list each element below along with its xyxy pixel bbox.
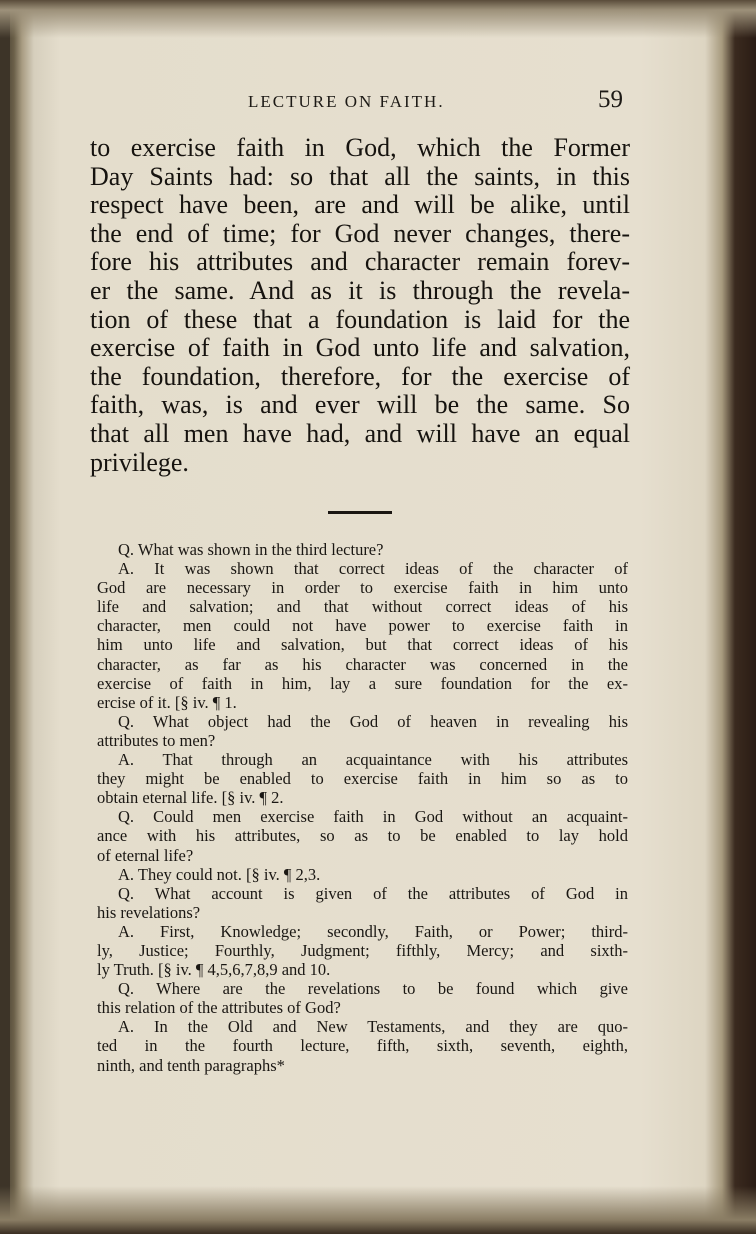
page-number: 59 bbox=[598, 86, 623, 113]
body-line: respect have been, are and will be alike, until bbox=[90, 190, 630, 220]
qa-line: A. First, Knowledge; secondly, Faith, or Power; third- bbox=[118, 921, 628, 941]
body-line: fore his attributes and character remain forev- bbox=[90, 247, 630, 277]
qa-line: ly Truth. [§ iv. ¶ 4,5,6,7,8,9 and 10. bbox=[97, 960, 331, 980]
body-line: to exercise faith in God, which the Former bbox=[90, 133, 630, 162]
body-line: exercise of faith in God unto life and salvation, bbox=[90, 333, 630, 363]
body-line: privilege. bbox=[90, 447, 189, 477]
body-paragraph bbox=[90, 134, 630, 477]
qa-line: ninth, and tenth paragraphs* bbox=[97, 1055, 285, 1075]
qa-line: attributes to men? bbox=[97, 730, 216, 750]
book-spine bbox=[0, 0, 10, 1234]
body-line: the foundation, therefore, for the exercise of bbox=[90, 361, 630, 391]
body-line: er the same. And as it is through the revela- bbox=[90, 275, 630, 305]
qa-line: ly, Justice; Fourthly, Judgment; fifthly, Mercy; and sixth- bbox=[97, 940, 628, 960]
qa-line: God are necessary in order to exercise faith in him unto bbox=[97, 578, 628, 598]
qa-line: character, as far as his character was concerned in the bbox=[97, 654, 628, 674]
qa-line: Q. What was shown in the third lecture? bbox=[118, 540, 384, 559]
qa-line: A. In the Old and New Testaments, and they are quo- bbox=[118, 1017, 628, 1037]
questions-and-answers bbox=[97, 540, 628, 1075]
page-header bbox=[90, 86, 630, 116]
page-top-shadow bbox=[0, 0, 756, 38]
qa-line: ted in the fourth lecture, fifth, sixth, seventh, eighth, bbox=[97, 1036, 628, 1056]
qa-line: Q. Could men exercise faith in God without an acquaint- bbox=[118, 807, 628, 827]
qa-line: obtain eternal life. [§ iv. ¶ 2. bbox=[97, 788, 284, 808]
body-line: the end of time; for God never changes, there- bbox=[90, 218, 630, 248]
qa-line: character, men could not have power to exercise faith in bbox=[97, 616, 628, 636]
qa-line: ance with his attributes, so as to be enabled to lay hold bbox=[97, 826, 628, 846]
qa-line: this relation of the attributes of God? bbox=[97, 998, 341, 1018]
body-line: that all men have had, and will have an equal bbox=[90, 418, 630, 448]
qa-line: Q. Where are the revelations to be found which give bbox=[118, 979, 628, 999]
qa-line: A. They could not. [§ iv. ¶ 2,3. bbox=[118, 864, 321, 884]
body-line: Day Saints had: so that all the saints, in this bbox=[90, 161, 630, 191]
qa-line: Q. What object had the God of heaven in revealing his bbox=[118, 711, 628, 731]
qa-line: him unto life and salvation, but that correct ideas of his bbox=[97, 635, 628, 655]
body-line: faith, was, is and ever will be the same. So bbox=[90, 390, 630, 420]
qa-line: Q. What account is given of the attributes of God in bbox=[118, 883, 628, 903]
section-divider-rule bbox=[328, 511, 392, 514]
qa-line: exercise of faith in him, lay a sure foundation for the ex- bbox=[97, 673, 628, 693]
qa-line: life and salvation; and that without correct ideas of his bbox=[97, 597, 628, 617]
qa-line: of eternal life? bbox=[97, 845, 194, 865]
body-line: tion of these that a foundation is laid for the bbox=[90, 304, 630, 334]
qa-line: his revelations? bbox=[97, 902, 201, 922]
qa-line: they might be enabled to exercise faith in him so as to bbox=[97, 769, 628, 789]
page-bottom-shadow bbox=[0, 1186, 756, 1234]
qa-line: ercise of it. [§ iv. ¶ 1. bbox=[97, 692, 237, 712]
qa-line: A. That through an acquaintance with his attributes bbox=[118, 750, 628, 770]
qa-line: A. It was shown that correct ideas of the character of bbox=[118, 559, 628, 579]
running-title: LECTURE ON FAITH. bbox=[248, 92, 445, 111]
